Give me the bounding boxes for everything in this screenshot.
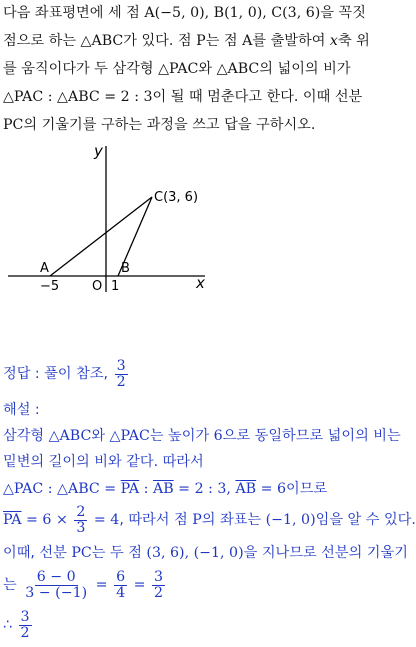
solution-text: 와 △	[91, 428, 121, 444]
problem-text: 와 △	[198, 61, 228, 77]
segment-ac	[50, 197, 152, 276]
fraction-denominator: 2	[20, 624, 30, 641]
problem-text: 의 기울기를 구하는 과정을 쓰고 답을 구하시오.	[23, 117, 316, 133]
explanation-heading: 해설 :	[3, 402, 40, 418]
solution-line-7	[3, 608, 34, 642]
fraction-two-thirds	[74, 505, 87, 536]
equals-sign: =	[91, 577, 113, 593]
math: 6	[213, 428, 223, 444]
answer-label: 정답 : 풀이 참조,	[3, 366, 113, 382]
math: = 6	[256, 481, 287, 497]
problem-text: 를 출발하여	[252, 33, 330, 49]
problem-text: 는 점	[205, 33, 243, 49]
solution-text: 이므로	[286, 481, 328, 497]
math: A	[242, 33, 253, 49]
problem-line-3	[3, 59, 351, 79]
math: :	[139, 481, 153, 497]
solution-line-1	[3, 426, 401, 446]
problem-text: 를 움직이다가 두 삼각형 △	[3, 61, 170, 77]
solution-text: 밑변의 길이의 비와 같다. 따라서	[3, 454, 204, 470]
final-answer-fraction	[19, 610, 32, 641]
math: PC	[71, 545, 92, 561]
problem-line-4	[3, 87, 362, 107]
equals-sign: =	[129, 577, 151, 593]
problem-line-1	[3, 3, 366, 23]
point-b-label: B	[121, 261, 130, 276]
solution-line-3	[3, 479, 327, 499]
solution-text: 의 좌표는	[201, 512, 266, 528]
problem-text: 축 위	[337, 33, 370, 49]
problem-text: 다음 좌표평면에 세 점	[3, 5, 145, 21]
math: ABC	[227, 61, 260, 77]
solution-text: 삼각형 △	[3, 428, 60, 444]
fraction-numerator: 3	[116, 357, 126, 374]
problem-text: 가 있다. 점	[123, 33, 197, 49]
solution-line-4	[3, 504, 416, 536]
math-variable: x	[329, 33, 338, 49]
answer-fraction	[115, 359, 128, 390]
math: P	[192, 512, 202, 528]
fraction-denominator: 3	[76, 519, 86, 536]
fraction-numerator: 6	[116, 568, 126, 585]
points-math: A(−5, 0), B(1, 0), C(3, 6)	[144, 5, 321, 21]
math: = 2 : 3,	[173, 481, 236, 497]
solution-text: 이때, 선분	[3, 545, 72, 561]
slope-fraction-final	[152, 570, 165, 601]
math: PAC	[120, 428, 150, 444]
point-a-label: A	[40, 261, 49, 276]
tick-label-1: 1	[111, 279, 120, 294]
math: (−1, 0)	[265, 512, 316, 528]
math: = 6 ×	[21, 512, 73, 528]
math: = 4	[89, 512, 120, 528]
segment-pa: $\overline{PA}$	[3, 512, 22, 528]
segment-ab: $\overline{AB}$	[152, 481, 174, 497]
math: PAC	[169, 61, 199, 77]
problem-text: 의 넓이의 비가	[259, 61, 351, 77]
fraction-numerator: 3	[20, 608, 30, 625]
answer-line	[3, 358, 130, 390]
problem-text: 점으로 하는 △	[3, 33, 92, 49]
math: (3, 6), (−1, 0)	[146, 545, 244, 561]
slope-fraction-simplified	[114, 570, 127, 601]
solution-line-2	[3, 452, 204, 472]
axis-y-label: y	[94, 142, 103, 160]
fraction-denominator: 2	[116, 373, 126, 390]
solution-line-5	[3, 543, 408, 563]
explanation-label	[3, 400, 40, 420]
ratio-math: △PAC : △ABC = 2 : 3	[3, 89, 153, 105]
problem-line-5	[3, 115, 315, 135]
segment-pa: $\overline{PA}$	[120, 481, 140, 497]
problem-text: 을 꼭짓	[320, 5, 366, 21]
solution-line-6	[3, 568, 167, 602]
math: P	[196, 33, 206, 49]
coordinate-figure	[0, 140, 230, 300]
therefore-symbol: ∴	[3, 617, 17, 633]
solution-text: 는 높이가	[149, 428, 214, 444]
solution-text: , 따라서 점	[119, 512, 193, 528]
point-c-label: C(3, 6)	[154, 190, 199, 205]
fraction-numerator: 2	[76, 503, 86, 520]
fraction-denominator: 3 − (−1)	[25, 584, 88, 601]
axis-x-label: x	[196, 274, 205, 292]
segment-ab: $\overline{AB}$	[235, 481, 257, 497]
origin-label: O	[92, 279, 103, 294]
math: ABC	[91, 33, 124, 49]
solution-text: 는	[3, 577, 22, 593]
fraction-numerator: 3	[154, 568, 164, 585]
math: △PAC : △ABC =	[3, 481, 121, 497]
problem-text: 이 될 때 멈춘다고 한다. 이때 선분	[152, 89, 363, 105]
math: ABC	[59, 428, 92, 444]
solution-text: 으로 동일하므로 넓이의 비는	[222, 428, 401, 444]
solution-text: 을 지나므로 선분의 기울기	[243, 545, 408, 561]
fraction-denominator: 4	[116, 584, 126, 601]
solution-text: 는 두 점	[91, 545, 147, 561]
fraction-numerator: 6 − 0	[36, 568, 76, 585]
tick-label-neg5: −5	[40, 279, 60, 294]
math: PC	[3, 117, 24, 133]
slope-fraction	[23, 570, 89, 601]
fraction-denominator: 2	[154, 584, 164, 601]
solution-text: 임을 알 수 있다.	[315, 512, 416, 528]
problem-line-2	[3, 31, 370, 51]
